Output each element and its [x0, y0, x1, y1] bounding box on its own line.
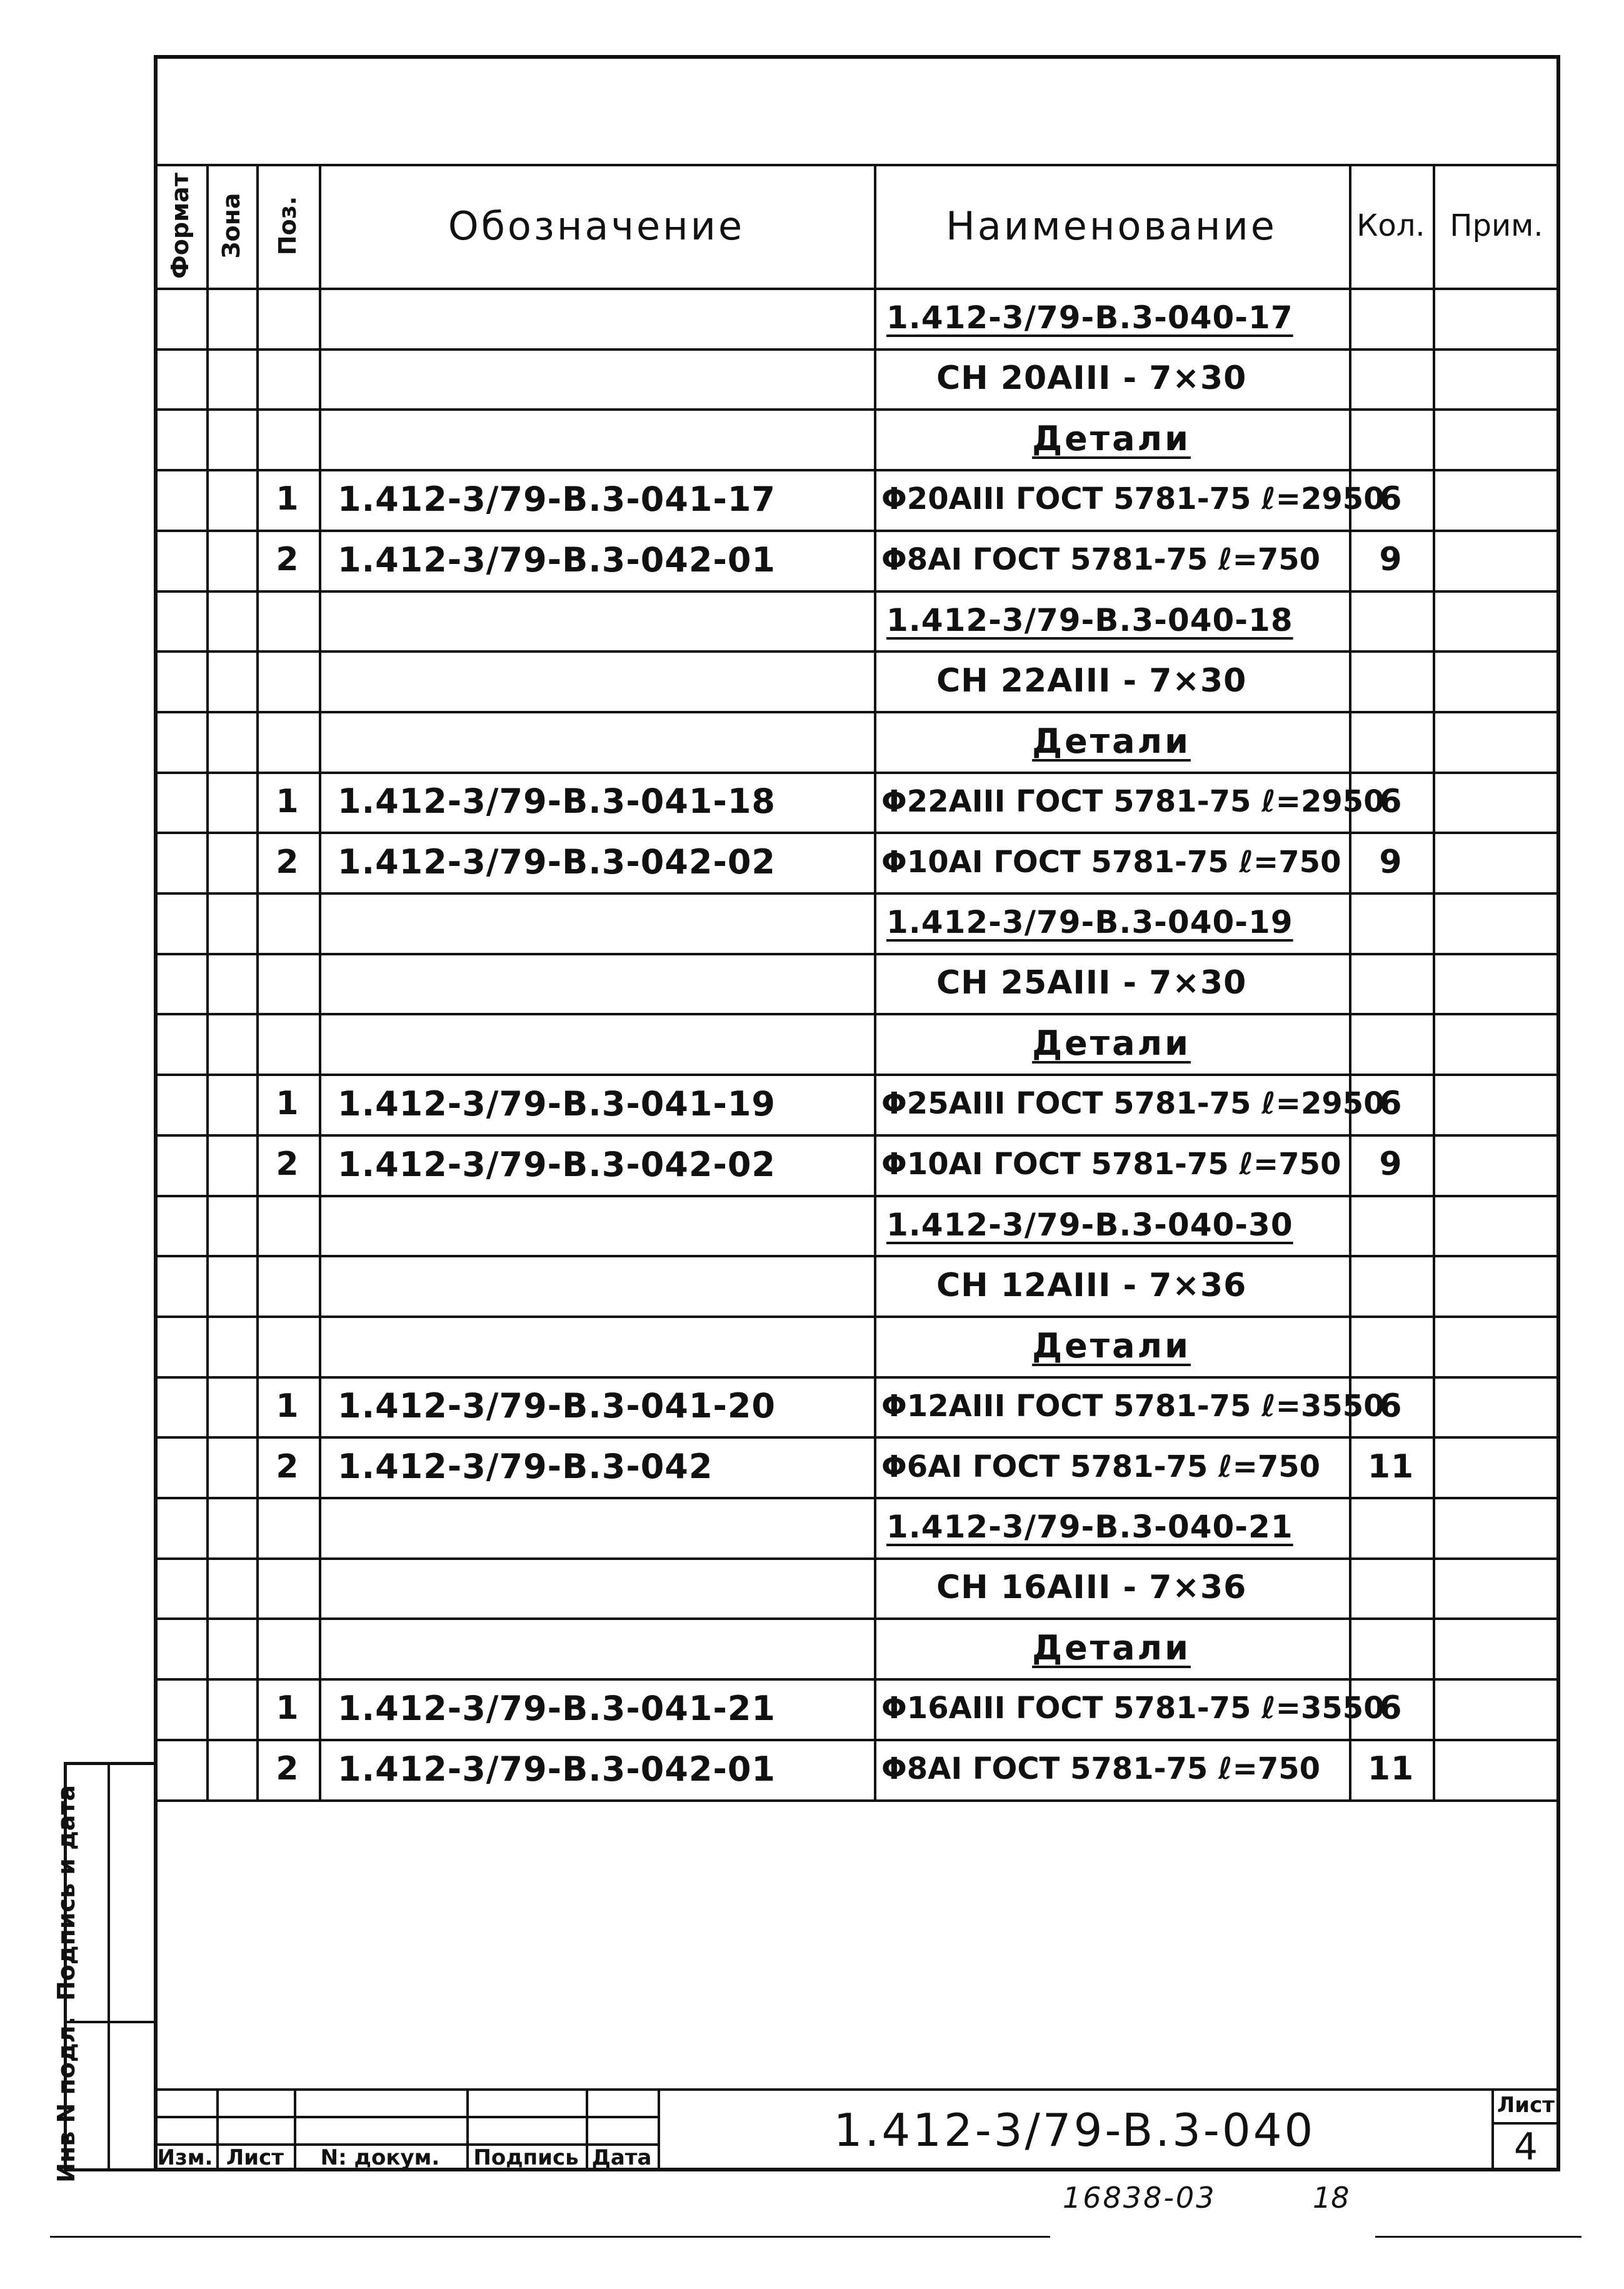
row-line — [154, 1195, 1560, 1197]
row-line — [154, 408, 1560, 411]
header-pos: Поз. — [274, 196, 301, 256]
row-position: 2 — [276, 1750, 299, 1788]
row-designation: 1.412-3/79-B.3-041-18 — [338, 782, 776, 822]
row-name: CH 16AIII - 7×36 — [936, 1569, 1247, 1607]
row-quantity: 6 — [1379, 480, 1403, 518]
row-name: 1.412-3/79-B.3-040-18 — [886, 601, 1293, 638]
tb-sheet-label: Лист — [1497, 2093, 1555, 2118]
row-position: 1 — [276, 1387, 299, 1425]
row-designation: 1.412-3/79-B.3-041-19 — [338, 1084, 776, 1124]
row-name: CH 12AIII - 7×36 — [936, 1266, 1247, 1304]
row-position: 2 — [276, 1447, 299, 1486]
row-designation: 1.412-3/79-B.3-042-02 — [338, 842, 776, 882]
row-designation: 1.412-3/79-B.3-041-20 — [338, 1386, 776, 1426]
side-stamp-inner-line — [108, 1762, 110, 2171]
row-quantity: 6 — [1379, 782, 1403, 820]
tb-signature-label: Подпись — [473, 2145, 579, 2170]
row-line — [154, 711, 1560, 713]
row-line — [154, 348, 1560, 351]
row-name: Φ16AIII ГОСТ 5781-75 ℓ=3550 — [881, 1691, 1385, 1726]
row-designation: 1.412-3/79-B.3-042-02 — [338, 1144, 776, 1184]
row-designation: 1.412-3/79-B.3-042-01 — [338, 1749, 776, 1789]
tb-list-label: Лист — [226, 2145, 284, 2170]
footer-archive-number: 16838-03 — [1063, 2181, 1216, 2215]
row-name: Детали — [1032, 1024, 1191, 1064]
row-line — [154, 590, 1560, 593]
side-stamp-signature-date: Подпись и дата — [53, 1784, 80, 2001]
header-note: Прим. — [1450, 208, 1543, 243]
row-quantity: 6 — [1379, 1689, 1403, 1728]
row-name: 1.412-3/79-B.3-040-19 — [886, 904, 1293, 941]
tb-document-designation: 1.412-3/79-B.3-040 — [833, 2103, 1316, 2156]
row-quantity: 11 — [1367, 1750, 1415, 1788]
row-name: Φ8AI ГОСТ 5781-75 ℓ=750 — [881, 542, 1321, 578]
side-stamp-inventory-number: Инв N подл. — [53, 2016, 80, 2183]
row-name: Φ20AIII ГОСТ 5781-75 ℓ=2950 — [881, 481, 1385, 517]
row-line — [154, 1799, 1560, 1802]
header-zone: Зона — [218, 193, 245, 259]
row-name: Детали — [1032, 419, 1191, 459]
footer-page-number: 18 — [1313, 2181, 1350, 2215]
row-line — [154, 1557, 1560, 1560]
row-line — [154, 892, 1560, 895]
row-name: Детали — [1032, 721, 1191, 761]
row-name: 1.412-3/79-B.3-040-30 — [886, 1206, 1293, 1243]
row-name: Φ10AI ГОСТ 5781-75 ℓ=750 — [881, 844, 1341, 880]
row-position: 1 — [276, 782, 299, 820]
header-format: Формат — [166, 173, 194, 279]
tb-sheet-number: 4 — [1513, 2125, 1538, 2169]
footer-rule-right — [1375, 2236, 1581, 2238]
row-name: 1.412-3/79-B.3-040-21 — [886, 1509, 1293, 1546]
row-name: CH 25AIII - 7×30 — [936, 964, 1247, 1002]
row-line — [154, 1255, 1560, 1257]
row-name: Φ10AI ГОСТ 5781-75 ℓ=750 — [881, 1147, 1341, 1182]
tb-date-label: Дата — [591, 2145, 652, 2170]
row-name: Φ22AIII ГОСТ 5781-75 ℓ=2950 — [881, 783, 1385, 819]
row-designation: 1.412-3/79-B.3-041-17 — [338, 479, 776, 519]
row-position: 1 — [276, 1085, 299, 1123]
row-name: CH 22AIII - 7×30 — [936, 662, 1247, 700]
row-quantity: 9 — [1379, 1145, 1403, 1184]
row-designation: 1.412-3/79-B.3-042 — [338, 1447, 713, 1487]
row-position: 1 — [276, 480, 299, 518]
header-qty: Кол. — [1356, 208, 1425, 243]
row-line — [154, 1497, 1560, 1499]
row-position: 2 — [276, 541, 299, 579]
row-quantity: 9 — [1379, 843, 1403, 881]
header-bottom-line — [154, 288, 1560, 290]
row-quantity: 6 — [1379, 1387, 1403, 1425]
row-quantity: 11 — [1367, 1447, 1415, 1486]
row-name: CH 20AIII - 7×30 — [936, 360, 1247, 398]
row-name: Детали — [1032, 1628, 1191, 1668]
row-name: Φ12AIII ГОСТ 5781-75 ℓ=3550 — [881, 1388, 1385, 1424]
row-designation: 1.412-3/79-B.3-042-01 — [338, 540, 776, 580]
row-line — [154, 953, 1560, 955]
row-position: 2 — [276, 1145, 299, 1184]
row-name: Φ25AIII ГОСТ 5781-75 ℓ=2950 — [881, 1086, 1385, 1122]
row-line — [154, 1013, 1560, 1015]
tb-hline-1 — [154, 2116, 658, 2118]
row-line — [154, 1617, 1560, 1620]
header-designation: Обозначение — [448, 203, 745, 249]
header-name: Наименование — [946, 203, 1277, 249]
footer-rule-left — [50, 2236, 1050, 2238]
row-position: 1 — [276, 1689, 299, 1728]
row-name: Φ8AI ГОСТ 5781-75 ℓ=750 — [881, 1751, 1321, 1787]
row-quantity: 6 — [1379, 1085, 1403, 1123]
row-name: Детали — [1032, 1326, 1191, 1366]
row-quantity: 9 — [1379, 541, 1403, 579]
row-line — [154, 1316, 1560, 1318]
row-position: 2 — [276, 843, 299, 881]
tb-doc-number-label: N: докум. — [320, 2145, 440, 2170]
row-name: 1.412-3/79-B.3-040-17 — [886, 299, 1293, 336]
row-designation: 1.412-3/79-B.3-041-21 — [338, 1688, 776, 1728]
row-line — [154, 650, 1560, 653]
row-name: Φ6AI ГОСТ 5781-75 ℓ=750 — [881, 1449, 1321, 1484]
tb-izm-label: Изм. — [157, 2145, 213, 2170]
